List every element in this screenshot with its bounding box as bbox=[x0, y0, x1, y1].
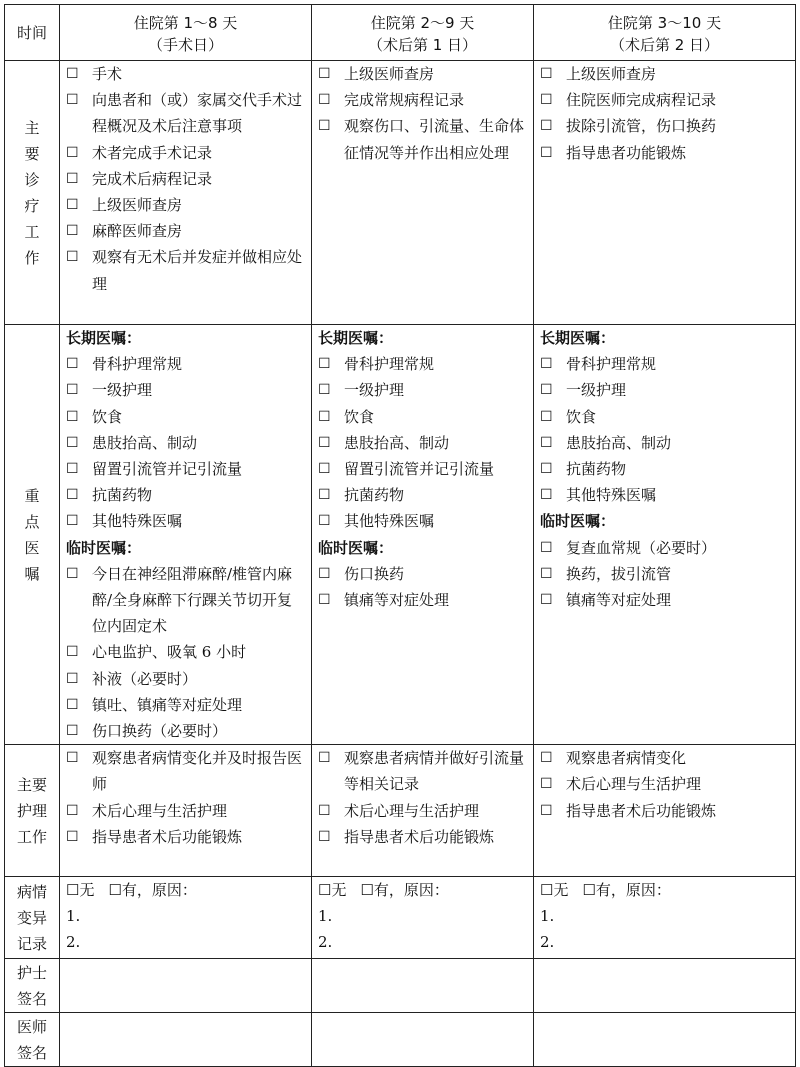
row-label-line: 嘱 bbox=[24, 564, 40, 583]
checkbox[interactable]: ☐ bbox=[540, 434, 553, 451]
checklist-item bbox=[66, 745, 307, 797]
long-term-orders-heading: 长期医嘱： bbox=[66, 329, 142, 347]
checklist-text: 伤口换药（必要时） bbox=[92, 722, 228, 741]
checkbox[interactable]: ☐ bbox=[66, 644, 79, 661]
checklist-text: 其他特殊医嘱 bbox=[344, 512, 435, 531]
row-label-line: 主 bbox=[24, 118, 40, 137]
checklist-item bbox=[540, 771, 791, 797]
checklist-text: 患肢抬高、制动 bbox=[92, 433, 198, 452]
nursing-cell bbox=[60, 745, 312, 877]
variance-yes-label: 有，原因： bbox=[373, 881, 449, 900]
checklist-item bbox=[540, 561, 791, 587]
checklist-text: 镇痛等对症处理 bbox=[566, 591, 672, 610]
checklist-text: 饮食 bbox=[566, 407, 597, 426]
checklist-item bbox=[540, 61, 791, 87]
checklist-item bbox=[318, 113, 529, 165]
checklist-text: 指导患者功能锻炼 bbox=[566, 143, 687, 162]
checklist-item bbox=[66, 140, 307, 166]
variance-reason-1[interactable]: 1. bbox=[66, 907, 81, 926]
col-header-day3 bbox=[534, 5, 796, 61]
checkbox[interactable]: ☐ bbox=[66, 565, 79, 582]
col-header-day2 bbox=[312, 5, 534, 61]
checklist-text: 完成常规病程记录 bbox=[344, 91, 465, 110]
row-label-line: 签名 bbox=[16, 989, 47, 1008]
checklist-item bbox=[66, 218, 307, 244]
checklist-item bbox=[66, 718, 307, 744]
variance-options bbox=[540, 877, 791, 903]
checklist-text: 指导患者术后功能锻炼 bbox=[92, 827, 243, 846]
checklist-item bbox=[66, 404, 307, 430]
checklist-item bbox=[540, 745, 791, 771]
checklist-text: 患肢抬高、制动 bbox=[566, 433, 672, 452]
variance-no-option[interactable] bbox=[540, 881, 568, 899]
checkbox[interactable]: ☐ bbox=[540, 66, 553, 82]
checkbox[interactable]: ☐ bbox=[66, 170, 79, 187]
checkbox[interactable]: ☐ bbox=[66, 356, 79, 373]
diagnosis-row bbox=[5, 61, 796, 325]
col-header-day1 bbox=[60, 5, 312, 61]
checkbox[interactable]: ☐ bbox=[66, 66, 79, 82]
checkbox[interactable]: ☐ bbox=[540, 487, 553, 504]
variance-yes-option[interactable] bbox=[582, 881, 670, 899]
checklist-item bbox=[540, 430, 791, 456]
checklist-item bbox=[540, 404, 791, 430]
checkbox[interactable]: ☐ bbox=[66, 881, 80, 900]
checklist-text: 向患者和（或）家属交代手术过程概况及术后注意事项 bbox=[92, 91, 303, 136]
row-label-line: 医 bbox=[24, 538, 40, 557]
checklist-item bbox=[318, 587, 529, 613]
checklist-item bbox=[318, 87, 529, 113]
checklist-item bbox=[318, 745, 529, 797]
row-label-line: 变异 bbox=[16, 908, 47, 927]
variance-cell bbox=[312, 877, 534, 959]
checkbox[interactable]: ☐ bbox=[66, 249, 79, 266]
col-header-day-range: 住院第 1～8 天 bbox=[133, 13, 238, 32]
checklist-text: 镇痛等对症处理 bbox=[344, 591, 450, 610]
col-header-sub: （手术日） bbox=[147, 35, 223, 54]
checklist-text: 留置引流管并记引流量 bbox=[92, 460, 243, 479]
checklist-item bbox=[66, 456, 307, 482]
row-label-line: 重 bbox=[24, 486, 40, 505]
temporary-orders-heading: 临时医嘱： bbox=[318, 538, 394, 557]
checkbox[interactable]: ☐ bbox=[318, 881, 332, 900]
col-header-sub: （术后第 2 日） bbox=[609, 35, 720, 54]
variance-reason-1[interactable]: 1. bbox=[540, 907, 555, 926]
nurse-sign-label bbox=[5, 959, 60, 1013]
checkbox[interactable]: ☐ bbox=[66, 92, 79, 109]
variance-reason-1[interactable]: 1. bbox=[318, 907, 333, 926]
checklist-text: 患肢抬高、制动 bbox=[344, 433, 450, 452]
checklist-item bbox=[66, 430, 307, 456]
variance-no-label: 无 bbox=[79, 881, 95, 900]
checklist-item bbox=[318, 482, 529, 508]
checklist-text: 观察患者病情变化 bbox=[566, 749, 687, 768]
doctor-sign-row bbox=[5, 1013, 796, 1067]
checklist-item bbox=[66, 87, 307, 139]
nursing-cell bbox=[534, 745, 796, 877]
checkbox[interactable]: ☐ bbox=[318, 92, 331, 109]
checklist-item bbox=[540, 535, 791, 561]
checklist-item bbox=[540, 140, 791, 166]
checklist-text: 麻醉医师查房 bbox=[92, 222, 183, 241]
checkbox[interactable]: ☐ bbox=[318, 565, 331, 582]
checklist-item bbox=[66, 351, 307, 377]
checklist-item bbox=[318, 798, 529, 824]
checkbox[interactable]: ☐ bbox=[540, 356, 553, 373]
checkbox[interactable]: ☐ bbox=[540, 92, 553, 109]
checkbox[interactable]: ☐ bbox=[66, 382, 79, 399]
checklist-text: 住院医师完成病程记录 bbox=[566, 91, 717, 110]
row-label-line: 医师 bbox=[16, 1017, 47, 1036]
checkbox[interactable]: ☐ bbox=[318, 487, 331, 504]
checkbox[interactable]: ☐ bbox=[318, 513, 331, 530]
checklist-item bbox=[318, 61, 529, 87]
checklist-text: 换药，拔引流管 bbox=[566, 564, 672, 583]
nursing-cell bbox=[312, 745, 534, 877]
checklist-item bbox=[540, 113, 791, 139]
variance-no-option[interactable] bbox=[318, 881, 346, 899]
nurse-sign-field[interactable] bbox=[534, 959, 796, 1013]
checkbox[interactable]: ☐ bbox=[540, 565, 553, 582]
row-label-line: 工作 bbox=[16, 827, 47, 846]
diagnosis-label bbox=[5, 61, 60, 325]
checklist-text: 完成术后病程记录 bbox=[92, 169, 213, 188]
checklist-text: 拔除引流管，伤口换药 bbox=[566, 117, 717, 136]
checkbox[interactable]: ☐ bbox=[66, 670, 79, 687]
doctor-sign-label bbox=[5, 1013, 60, 1067]
checklist-text: 抗菌药物 bbox=[344, 486, 405, 505]
doctor-sign-field[interactable] bbox=[60, 1013, 312, 1067]
checklist-item bbox=[66, 192, 307, 218]
doctor-sign-field[interactable] bbox=[534, 1013, 796, 1067]
checklist-item bbox=[66, 639, 307, 665]
checklist-item bbox=[66, 508, 307, 534]
checklist-text: 上级医师查房 bbox=[344, 65, 435, 83]
checklist-item bbox=[540, 377, 791, 403]
nursing-label bbox=[5, 745, 60, 877]
checklist-text: 其他特殊医嘱 bbox=[566, 486, 657, 505]
variance-row bbox=[5, 877, 796, 959]
checklist-item bbox=[66, 561, 307, 640]
col-header-sub: （术后第 1 日） bbox=[367, 35, 478, 54]
variance-no-label: 无 bbox=[331, 881, 347, 900]
checkbox[interactable]: ☐ bbox=[540, 750, 553, 767]
diagnosis-cell bbox=[312, 61, 534, 325]
variance-label bbox=[5, 877, 60, 959]
checklist-item bbox=[540, 351, 791, 377]
checkbox[interactable]: ☐ bbox=[540, 461, 553, 478]
checkbox[interactable]: ☐ bbox=[66, 750, 79, 767]
header-row bbox=[5, 5, 796, 61]
checkbox[interactable]: ☐ bbox=[66, 802, 79, 819]
checklist-text: 饮食 bbox=[344, 407, 375, 426]
checklist-text: 手术 bbox=[92, 65, 123, 83]
checkbox[interactable]: ☐ bbox=[66, 828, 79, 845]
row-label-line: 主要 bbox=[16, 775, 47, 794]
doctor-sign-field[interactable] bbox=[312, 1013, 534, 1067]
orders-cell bbox=[312, 325, 534, 745]
checklist-item bbox=[318, 508, 529, 534]
orders-row bbox=[5, 325, 796, 745]
checklist-text: 补液（必要时） bbox=[92, 669, 198, 688]
checklist-text: 复查血常规（必要时） bbox=[566, 538, 717, 557]
checklist-text: 一级护理 bbox=[566, 381, 627, 400]
checklist-text: 上级医师查房 bbox=[92, 196, 183, 215]
checklist-item bbox=[66, 666, 307, 692]
row-label-line: 要 bbox=[24, 144, 40, 163]
checklist-text: 骨科护理常规 bbox=[566, 355, 657, 374]
orders-label bbox=[5, 325, 60, 745]
checklist-text: 观察患者病情并做好引流量等相关记录 bbox=[344, 749, 525, 794]
checkbox[interactable]: ☐ bbox=[318, 66, 331, 82]
row-label-line: 病情 bbox=[16, 882, 47, 901]
checkbox[interactable]: ☐ bbox=[318, 750, 331, 767]
variance-reason-2[interactable]: 2. bbox=[540, 933, 555, 952]
checklist-text: 术后心理与生活护理 bbox=[566, 775, 702, 794]
row-label-line: 疗 bbox=[24, 196, 40, 215]
checklist-text: 观察伤口、引流量、生命体征情况等并作出相应处理 bbox=[344, 117, 525, 162]
checkbox[interactable]: ☐ bbox=[318, 382, 331, 399]
variance-no-label: 无 bbox=[553, 881, 569, 900]
checkbox[interactable]: ☐ bbox=[66, 197, 79, 214]
checkbox[interactable]: ☐ bbox=[540, 408, 553, 425]
row-label-line: 护士 bbox=[16, 963, 47, 982]
checkbox[interactable]: ☐ bbox=[66, 513, 79, 530]
checklist-text: 观察患者病情变化并及时报告医师 bbox=[92, 749, 303, 794]
variance-yes-label: 有，原因： bbox=[595, 881, 671, 900]
variance-yes-option[interactable] bbox=[108, 881, 196, 899]
checklist-item bbox=[540, 587, 791, 613]
checklist-item bbox=[318, 404, 529, 430]
checklist-text: 观察有无术后并发症并做相应处理 bbox=[92, 248, 303, 293]
checkbox[interactable]: ☐ bbox=[66, 144, 79, 161]
row-label-line: 记录 bbox=[16, 934, 47, 953]
checklist-item bbox=[318, 456, 529, 482]
checklist-text: 抗菌药物 bbox=[566, 460, 627, 479]
col-header-day-range: 住院第 3～10 天 bbox=[607, 13, 722, 32]
checklist-item bbox=[318, 561, 529, 587]
checklist-item bbox=[318, 824, 529, 850]
checkbox[interactable]: ☐ bbox=[318, 408, 331, 425]
checkbox[interactable]: ☐ bbox=[66, 408, 79, 425]
checkbox[interactable]: ☐ bbox=[540, 118, 553, 135]
row-label-line: 点 bbox=[24, 512, 40, 531]
checklist-text: 饮食 bbox=[92, 407, 123, 426]
checkbox[interactable]: ☐ bbox=[66, 223, 79, 240]
checkbox[interactable]: ☐ bbox=[360, 881, 374, 900]
checkbox[interactable]: ☐ bbox=[318, 802, 331, 819]
row-label-line: 工 bbox=[24, 222, 40, 241]
checklist-text: 其他特殊医嘱 bbox=[92, 512, 183, 531]
checkbox[interactable]: ☐ bbox=[318, 434, 331, 451]
checklist-text: 术后心理与生活护理 bbox=[92, 801, 228, 820]
checklist-text: 骨科护理常规 bbox=[344, 355, 435, 374]
checkbox[interactable]: ☐ bbox=[318, 118, 331, 135]
checklist-text: 上级医师查房 bbox=[566, 65, 657, 83]
clinical-pathway-table bbox=[4, 4, 796, 1067]
checklist-text: 一级护理 bbox=[92, 381, 153, 400]
checklist-text: 指导患者术后功能锻炼 bbox=[566, 801, 717, 820]
checkbox[interactable]: ☐ bbox=[540, 382, 553, 399]
checklist-text: 心电监护、吸氧 6 小时 bbox=[92, 643, 247, 662]
checkbox[interactable]: ☐ bbox=[540, 776, 553, 793]
variance-no-option[interactable] bbox=[66, 881, 94, 899]
row-label-line: 诊 bbox=[24, 170, 40, 189]
nurse-sign-field[interactable] bbox=[60, 959, 312, 1013]
checkbox[interactable]: ☐ bbox=[318, 356, 331, 373]
checkbox[interactable]: ☐ bbox=[108, 881, 122, 900]
checkbox[interactable]: ☐ bbox=[318, 592, 331, 609]
checklist-item bbox=[66, 244, 307, 296]
checklist-item bbox=[66, 482, 307, 508]
variance-yes-label: 有，原因： bbox=[121, 881, 197, 900]
checkbox[interactable]: ☐ bbox=[66, 434, 79, 451]
checklist-text: 留置引流管并记引流量 bbox=[344, 460, 495, 479]
checklist-text: 骨科护理常规 bbox=[92, 355, 183, 374]
diagnosis-cell bbox=[534, 61, 796, 325]
checkbox[interactable]: ☐ bbox=[540, 144, 553, 161]
variance-reason-2[interactable]: 2. bbox=[66, 933, 81, 952]
checklist-text: 今日在神经阻滞麻醉/椎管内麻醉/全身麻醉下行踝关节切开复位内固定术 bbox=[92, 564, 293, 636]
checkbox[interactable]: ☐ bbox=[66, 487, 79, 504]
nurse-sign-field[interactable] bbox=[312, 959, 534, 1013]
variance-reason-2[interactable]: 2. bbox=[318, 933, 333, 952]
checklist-item bbox=[66, 166, 307, 192]
diagnosis-cell bbox=[60, 61, 312, 325]
long-term-orders-heading: 长期医嘱： bbox=[540, 329, 616, 347]
time-label: 时间 bbox=[5, 5, 60, 61]
checkbox[interactable]: ☐ bbox=[66, 461, 79, 478]
checklist-text: 一级护理 bbox=[344, 381, 405, 400]
checkbox[interactable]: ☐ bbox=[540, 592, 553, 609]
row-label-line: 签名 bbox=[16, 1043, 47, 1062]
checkbox[interactable]: ☐ bbox=[540, 881, 554, 900]
checklist-text: 镇吐、镇痛等对症处理 bbox=[92, 695, 243, 714]
checklist-text: 术后心理与生活护理 bbox=[344, 801, 480, 820]
checkbox[interactable]: ☐ bbox=[318, 461, 331, 478]
checklist-text: 指导患者术后功能锻炼 bbox=[344, 827, 495, 846]
checkbox[interactable]: ☐ bbox=[318, 828, 331, 845]
variance-yes-option[interactable] bbox=[360, 881, 448, 899]
checklist-text: 抗菌药物 bbox=[92, 486, 153, 505]
checklist-item bbox=[66, 692, 307, 718]
checklist-item bbox=[318, 430, 529, 456]
variance-cell bbox=[534, 877, 796, 959]
checkbox[interactable]: ☐ bbox=[66, 723, 79, 740]
checkbox[interactable]: ☐ bbox=[66, 696, 79, 713]
orders-cell bbox=[60, 325, 312, 745]
col-header-day-range: 住院第 2～9 天 bbox=[370, 13, 475, 32]
checklist-item bbox=[66, 61, 307, 87]
checklist-item bbox=[540, 456, 791, 482]
nurse-sign-row bbox=[5, 959, 796, 1013]
orders-cell bbox=[534, 325, 796, 745]
checklist-item bbox=[318, 377, 529, 403]
checkbox[interactable]: ☐ bbox=[540, 539, 553, 556]
checklist-item bbox=[66, 824, 307, 850]
checklist-item bbox=[318, 351, 529, 377]
checklist-item bbox=[66, 377, 307, 403]
temporary-orders-heading: 临时医嘱： bbox=[66, 538, 142, 557]
checklist-item bbox=[540, 87, 791, 113]
variance-cell bbox=[60, 877, 312, 959]
variance-options bbox=[318, 877, 529, 903]
checklist-text: 伤口换药 bbox=[344, 564, 405, 583]
checkbox[interactable]: ☐ bbox=[540, 802, 553, 819]
row-label-line: 作 bbox=[24, 248, 40, 267]
checklist-item bbox=[540, 798, 791, 824]
nursing-row bbox=[5, 745, 796, 877]
row-label-line: 护理 bbox=[16, 801, 47, 820]
checklist-item bbox=[66, 798, 307, 824]
checklist-item bbox=[540, 482, 791, 508]
temporary-orders-heading: 临时医嘱： bbox=[540, 512, 616, 531]
checklist-text: 术者完成手术记录 bbox=[92, 143, 213, 162]
variance-options bbox=[66, 877, 307, 903]
long-term-orders-heading: 长期医嘱： bbox=[318, 329, 394, 347]
checkbox[interactable]: ☐ bbox=[582, 881, 596, 900]
